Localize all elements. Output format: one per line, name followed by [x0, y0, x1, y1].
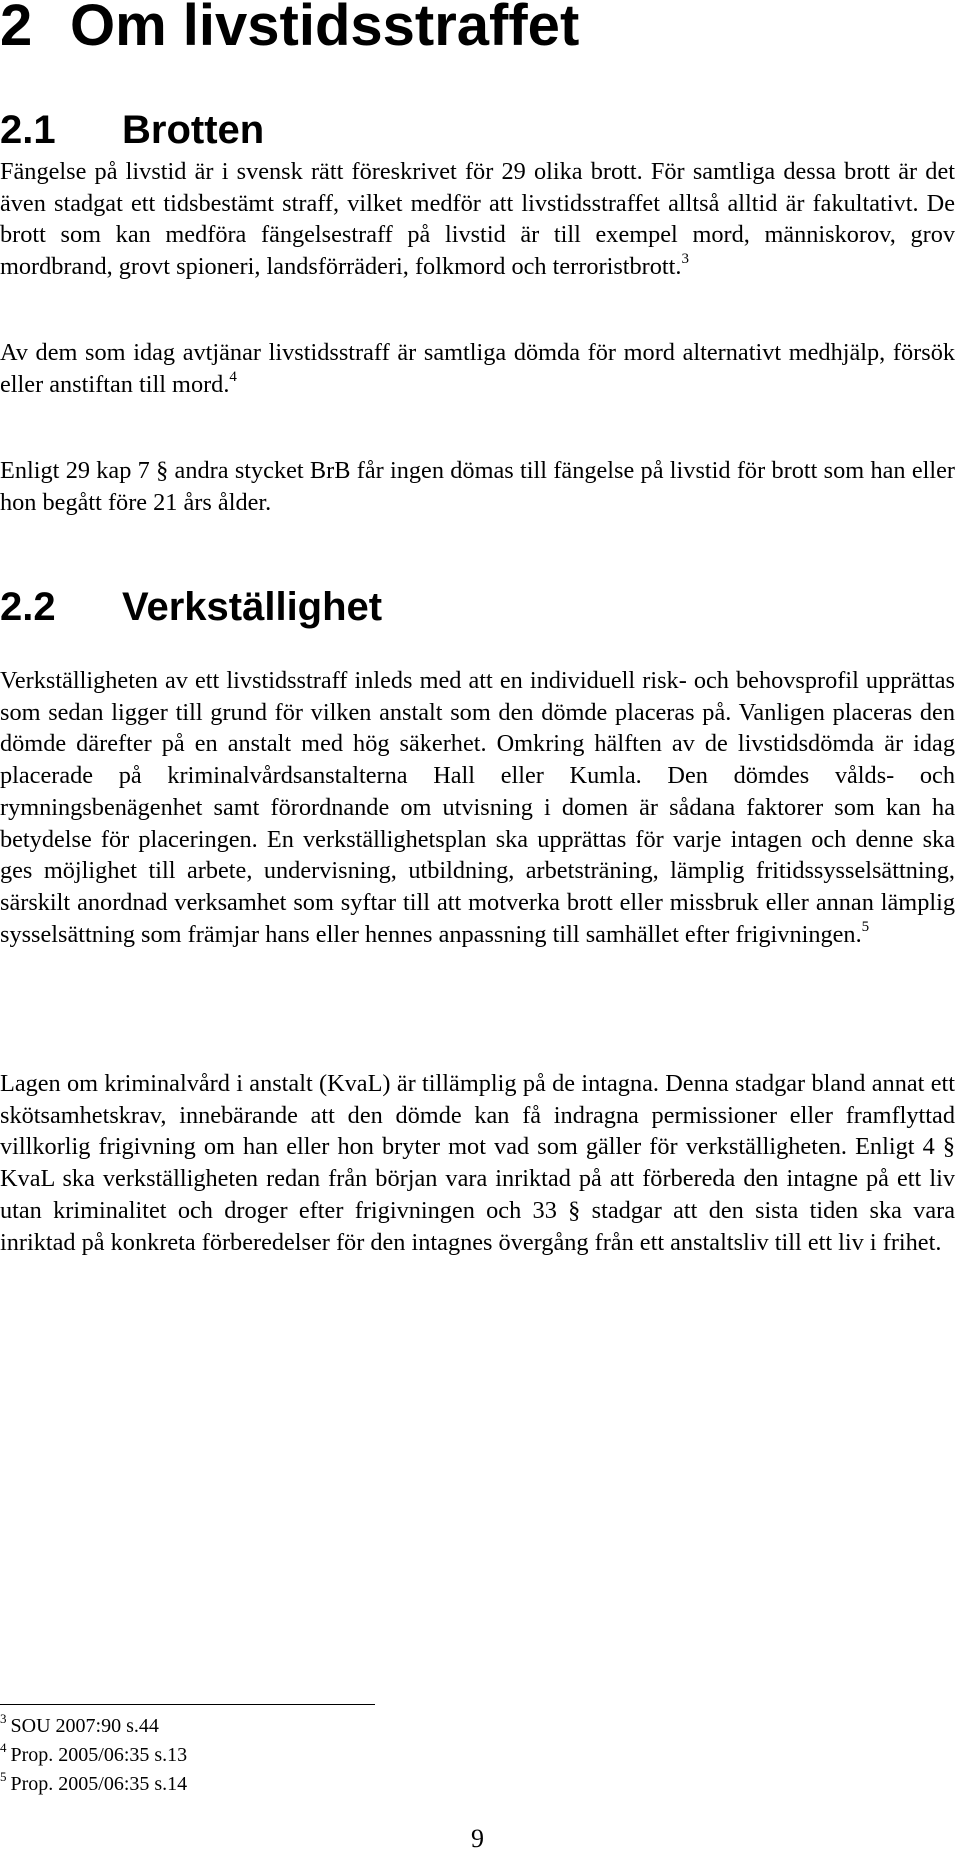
page-number: 9	[471, 1824, 484, 1853]
paragraph-verkstallighet-1	[0, 665, 955, 950]
chapter-heading	[0, 0, 579, 58]
section-heading-brotten	[0, 107, 264, 153]
footnote-mark: 3	[0, 1711, 7, 1726]
section-title: Verkställighet	[122, 585, 383, 629]
paragraph-text: Lagen om kriminalvård i anstalt (KvaL) är tillämplig på de intagna. Denna stadgar bland annat ett skötsamhetskrav, innebärande att den dömde kan få indragna permissioner eller framflyttad villkorlig frigivning om han eller hon bryter mot vad som gäller för verkställigheten. Enligt 4 § KvaL ska verkställigheten redan från början vara inriktad på att förbereda den intagne på ett liv utan kriminalitet och droger efter frigivningen och 33 § stadgar att den sista tiden ska vara inriktad på konkreta förberedelser för den intagnes övergång från ett anstaltsliv till ett liv i frihet.	[0, 1070, 955, 1256]
paragraph-brotten-1	[0, 156, 955, 283]
footnote-ref[interactable]: 3	[681, 251, 689, 268]
footnote-item	[0, 1741, 187, 1770]
footnote-ref[interactable]: 4	[229, 368, 237, 385]
section-heading-verkstallighet	[0, 584, 382, 630]
paragraph-text: Enligt 29 kap 7 § andra stycket BrB får ingen dömas till fängelse på livstid för brott som han eller hon begått före 21 års ålder.	[0, 457, 955, 516]
paragraph-text: Verkställigheten av ett livstidsstraff inleds med att en individuell risk- och behovsprofil upprättas som sedan ligger till grund för vilken anstalt som den dömde placeras på. Vanligen placeras den dömde därefter på en anstalt med hög säkerhet. Omkring hälften av de livstidsdömda är idag placerade på kriminalvårdsanstalterna Hall eller Kumla. Den dömdes vålds- och rymningsbenägenhet samt förordnande om utvisning i domen är sådana faktorer som kan ha betydelse för placeringen. En verkställighetsplan ska upprättas för varje intagen och denne ska ges möjlighet till arbete, undervisning, utbildning, arbetsträning, lämplig fritidssysselsättning, särskilt anordnad verksamhet som syftar till att motverka brott eller missbruk eller annan lämplig sysselsättning som främjar hans eller hennes anpassning till samhället efter frigivningen.	[0, 667, 955, 948]
footnote-ref[interactable]: 5	[861, 918, 870, 935]
footnote-separator	[0, 1704, 375, 1705]
footnote-item	[0, 1712, 187, 1741]
footnote-mark: 4	[0, 1740, 7, 1755]
footnotes	[0, 1712, 187, 1799]
chapter-title: Om livstidsstraffet	[70, 0, 580, 58]
paragraph-brotten-2	[0, 337, 955, 400]
footnote-text: SOU 2007:90 s.44	[10, 1715, 159, 1737]
paragraph-text: Fängelse på livstid är i svensk rätt föreskrivet för 29 olika brott. För samtliga dessa brott är det även stadgat ett tidsbestämt straff, vilket medför att livstidsstraffet alltså alltid är fakultativt. De brott som kan medföra fängelsestraff på livstid är till exempel mord, människorov, grov mordbrand, grovt spioneri, landsförräderi, folkmord och terroristbrott.	[0, 158, 955, 281]
footnote-text: Prop. 2005/06:35 s.14	[10, 1773, 188, 1795]
footnote-text: Prop. 2005/06:35 s.13	[10, 1744, 188, 1766]
paragraph-text: Av dem som idag avtjänar livstidsstraff är samtliga dömda för mord alternativt medhjälp, försök eller anstiftan till mord.	[0, 339, 955, 398]
footnote-mark: 5	[0, 1769, 7, 1784]
chapter-number: 2	[0, 0, 33, 58]
section-number: 2.1	[0, 108, 56, 152]
section-number: 2.2	[0, 585, 56, 629]
footnote-item	[0, 1770, 187, 1799]
paragraph-verkstallighet-2	[0, 1068, 955, 1258]
section-title: Brotten	[122, 108, 265, 152]
paragraph-brotten-3	[0, 455, 955, 518]
